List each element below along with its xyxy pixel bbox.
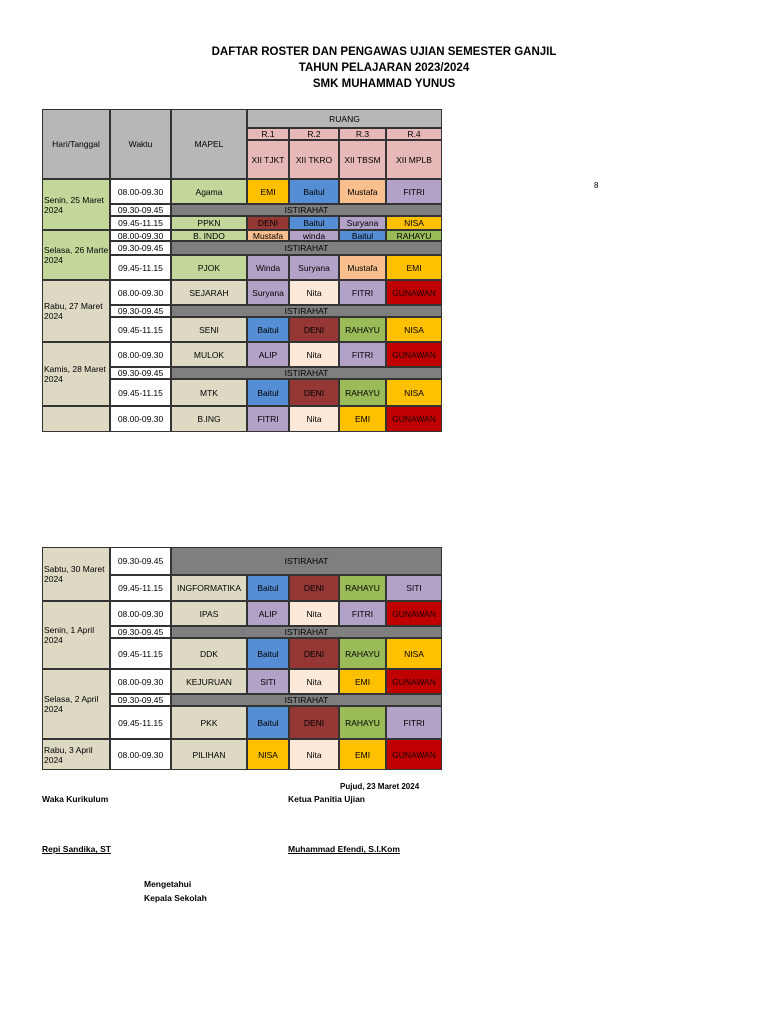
- proctor-cell: DENI: [289, 575, 339, 601]
- proctor-cell: GUNAWAN: [386, 669, 442, 694]
- subject-cell: IPAS: [171, 601, 247, 626]
- proctor-cell: Baitul: [289, 216, 339, 230]
- header-room-2: R.2: [289, 128, 339, 140]
- header-time: Waktu: [110, 109, 171, 179]
- proctor-cell: Mustafa: [339, 179, 386, 204]
- proctor-cell: winda: [289, 230, 339, 241]
- time-cell: 08.00-09.30: [110, 669, 171, 694]
- proctor-cell: Nita: [289, 601, 339, 626]
- time-cell: 09.30-09.45: [110, 241, 171, 255]
- header-class-1: XII TJKT: [247, 140, 289, 179]
- proctor-cell: RAHAYU: [339, 317, 386, 342]
- time-cell: 09.45-11.15: [110, 379, 171, 406]
- header-room-group: RUANG: [247, 109, 442, 128]
- time-cell: 09.30-09.45: [110, 547, 171, 575]
- time-cell: 08.00-09.30: [110, 280, 171, 305]
- time-cell: 09.45-11.15: [110, 575, 171, 601]
- header-subject: MAPEL: [171, 109, 247, 179]
- header-class-2: XII TKRO: [289, 140, 339, 179]
- day-cell: Senin, 1 April 2024: [42, 601, 110, 669]
- proctor-cell: RAHAYU: [386, 230, 442, 241]
- proctor-cell: NISA: [386, 317, 442, 342]
- title-line-1: DAFTAR ROSTER DAN PENGAWAS UJIAN SEMESTER GANJIL: [211, 46, 557, 58]
- proctor-cell: DENI: [289, 379, 339, 406]
- proctor-cell: Baitul: [247, 317, 289, 342]
- proctor-cell: Nita: [289, 739, 339, 770]
- subject-cell: PILIHAN: [171, 739, 247, 770]
- proctor-cell: DENI: [289, 317, 339, 342]
- proctor-cell: GUNAWAN: [386, 280, 442, 305]
- time-cell: 09.30-09.45: [110, 305, 171, 317]
- proctor-cell: EMI: [339, 739, 386, 770]
- signature-right-name: Muhammad Efendi, S.I.Kom: [288, 844, 400, 854]
- subject-cell: PJOK: [171, 255, 247, 280]
- proctor-cell: FITRI: [386, 179, 442, 204]
- proctor-cell: SITI: [386, 575, 442, 601]
- proctor-cell: GUNAWAN: [386, 601, 442, 626]
- proctor-cell: EMI: [247, 179, 289, 204]
- day-cell: Sabtu, 30 Maret 2024: [42, 547, 110, 601]
- proctor-cell: SITI: [247, 669, 289, 694]
- time-cell: 08.00-09.30: [110, 406, 171, 432]
- break-row: ISTIRAHAT: [171, 547, 442, 575]
- proctor-cell: Suryana: [247, 280, 289, 305]
- proctor-cell: EMI: [339, 406, 386, 432]
- time-cell: 09.30-09.45: [110, 204, 171, 216]
- proctor-cell: NISA: [247, 739, 289, 770]
- header-day: Hari/Tanggal: [42, 109, 110, 179]
- proctor-cell: EMI: [386, 255, 442, 280]
- day-cell: Senin, 25 Maret 2024: [42, 179, 110, 230]
- subject-cell: SENI: [171, 317, 247, 342]
- principal-title: Kepala Sekolah: [144, 893, 207, 903]
- proctor-cell: DENI: [289, 638, 339, 669]
- header-class-3: XII TBSM: [339, 140, 386, 179]
- proctor-cell: Baitul: [247, 638, 289, 669]
- break-row: ISTIRAHAT: [171, 367, 442, 379]
- proctor-cell: FITRI: [247, 406, 289, 432]
- proctor-cell: Mustafa: [247, 230, 289, 241]
- subject-cell: SEJARAH: [171, 280, 247, 305]
- subject-cell: MULOK: [171, 342, 247, 367]
- day-cell: Rabu, 27 Maret 2024: [42, 280, 110, 342]
- proctor-cell: Suryana: [339, 216, 386, 230]
- proctor-cell: Nita: [289, 669, 339, 694]
- time-cell: 08.00-09.30: [110, 342, 171, 367]
- proctor-cell: DENI: [247, 216, 289, 230]
- header-room-3: R.3: [339, 128, 386, 140]
- time-cell: 08.00-09.30: [110, 739, 171, 770]
- time-cell: 08.00-09.30: [110, 230, 171, 241]
- proctor-cell: GUNAWAN: [386, 406, 442, 432]
- time-cell: 09.45-11.15: [110, 216, 171, 230]
- proctor-cell: Baitul: [289, 179, 339, 204]
- break-row: ISTIRAHAT: [171, 305, 442, 317]
- proctor-cell: ALIP: [247, 342, 289, 367]
- signature-left-name: Repi Sandika, ST: [42, 844, 111, 854]
- signature-right-title: Ketua Panitia Ujian: [288, 794, 365, 804]
- proctor-cell: RAHAYU: [339, 638, 386, 669]
- proctor-cell: FITRI: [339, 342, 386, 367]
- header-room-4: R.4: [386, 128, 442, 140]
- proctor-cell: NISA: [386, 216, 442, 230]
- proctor-cell: GUNAWAN: [386, 342, 442, 367]
- proctor-cell: NISA: [386, 379, 442, 406]
- signature-left-title: Waka Kurikulum: [42, 794, 109, 804]
- subject-cell: INGFORMATIKA: [171, 575, 247, 601]
- proctor-cell: Baitul: [339, 230, 386, 241]
- break-row: ISTIRAHAT: [171, 694, 442, 706]
- proctor-cell: EMI: [339, 669, 386, 694]
- subject-cell: B.ING: [171, 406, 247, 432]
- proctor-cell: DENI: [289, 706, 339, 739]
- time-cell: 09.45-11.15: [110, 706, 171, 739]
- proctor-cell: RAHAYU: [339, 706, 386, 739]
- day-cell: Selasa, 26 Marte 2024: [42, 230, 110, 280]
- proctor-cell: Baitul: [247, 575, 289, 601]
- day-cell: Rabu, 3 April 2024: [42, 739, 110, 770]
- proctor-cell: Winda: [247, 255, 289, 280]
- known-by-label: Mengetahui: [144, 879, 192, 889]
- subject-cell: DDK: [171, 638, 247, 669]
- proctor-cell: Nita: [289, 342, 339, 367]
- time-cell: 09.30-09.45: [110, 367, 171, 379]
- proctor-cell: FITRI: [339, 601, 386, 626]
- break-row: ISTIRAHAT: [171, 626, 442, 638]
- time-cell: 08.00-09.30: [110, 179, 171, 204]
- break-row: ISTIRAHAT: [171, 241, 442, 255]
- subject-cell: MTK: [171, 379, 247, 406]
- break-row: ISTIRAHAT: [171, 204, 442, 216]
- title-line-2: TAHUN PELAJARAN 2023/2024: [298, 62, 470, 74]
- header-room-1: R.1: [247, 128, 289, 140]
- proctor-cell: RAHAYU: [339, 379, 386, 406]
- proctor-cell: ALIP: [247, 601, 289, 626]
- proctor-cell: Nita: [289, 406, 339, 432]
- proctor-cell: Baitul: [247, 706, 289, 739]
- time-cell: 09.45-11.15: [110, 255, 171, 280]
- time-cell: 08.00-09.30: [110, 601, 171, 626]
- proctor-cell: GUNAWAN: [386, 739, 442, 770]
- header-class-4: XII MPLB: [386, 140, 442, 179]
- subject-cell: PPKN: [171, 216, 247, 230]
- place-date: Pujud, 23 Maret 2024: [340, 782, 420, 791]
- proctor-cell: FITRI: [339, 280, 386, 305]
- proctor-cell: NISA: [386, 638, 442, 669]
- time-cell: 09.45-11.15: [110, 638, 171, 669]
- day-cell: Selasa, 2 April 2024: [42, 669, 110, 739]
- proctor-cell: FITRI: [386, 706, 442, 739]
- page-number: 8: [594, 181, 599, 190]
- proctor-cell: Nita: [289, 280, 339, 305]
- proctor-cell: Mustafa: [339, 255, 386, 280]
- subject-cell: B. INDO: [171, 230, 247, 241]
- time-cell: 09.30-09.45: [110, 694, 171, 706]
- proctor-cell: RAHAYU: [339, 575, 386, 601]
- subject-cell: Agama: [171, 179, 247, 204]
- proctor-cell: Baitul: [247, 379, 289, 406]
- title-line-3: SMK MUHAMMAD YUNUS: [312, 78, 456, 90]
- day-cell-blank: [42, 406, 110, 432]
- time-cell: 09.45-11.15: [110, 317, 171, 342]
- time-cell: 09.30-09.45: [110, 626, 171, 638]
- subject-cell: PKK: [171, 706, 247, 739]
- day-cell: Kamis, 28 Maret 2024: [42, 342, 110, 406]
- proctor-cell: Suryana: [289, 255, 339, 280]
- subject-cell: KEJURUAN: [171, 669, 247, 694]
